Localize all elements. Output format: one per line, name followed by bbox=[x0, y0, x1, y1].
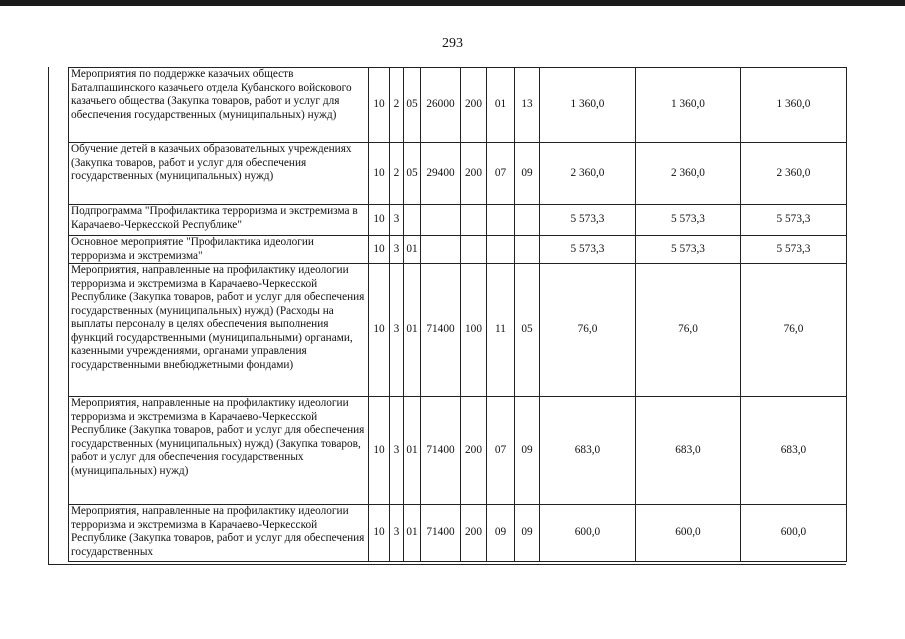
table-row bbox=[69, 397, 847, 505]
row-amount-cell: 2 360,0 bbox=[540, 143, 636, 205]
row-code-cell: 09 bbox=[487, 505, 515, 562]
row-amount-cell: 1 360,0 bbox=[540, 68, 636, 143]
row-code-cell bbox=[421, 205, 461, 236]
row-code-cell: 10 bbox=[369, 505, 390, 562]
table-row bbox=[69, 143, 847, 205]
row-code-cell: 05 bbox=[404, 143, 421, 205]
row-amount-cell: 600,0 bbox=[636, 505, 741, 562]
row-code-cell bbox=[515, 205, 540, 236]
row-code-cell: 10 bbox=[369, 397, 390, 505]
row-code-cell: 10 bbox=[369, 143, 390, 205]
row-description: Основное мероприятие "Профилактика идеологии терроризма и экстремизма" bbox=[69, 236, 369, 264]
scan-top-border bbox=[0, 0, 905, 6]
row-amount-cell: 2 360,0 bbox=[636, 143, 741, 205]
row-code-cell: 10 bbox=[369, 236, 390, 264]
table-row bbox=[69, 505, 847, 562]
row-amount-cell: 600,0 bbox=[741, 505, 847, 562]
row-code-cell bbox=[404, 205, 421, 236]
row-code-cell: 07 bbox=[487, 397, 515, 505]
table-left-margin-line bbox=[48, 67, 49, 564]
table-row bbox=[69, 68, 847, 143]
row-code-cell: 71400 bbox=[421, 397, 461, 505]
row-amount-cell: 5 573,3 bbox=[741, 236, 847, 264]
row-description: Мероприятия, направленные на профилактику идеологии терроризма и экстремизма в Карачаево-Черкесской Республике (Закупка товаров, работ и услуг для обеспечения государственных bbox=[69, 505, 369, 562]
row-code-cell: 200 bbox=[461, 505, 487, 562]
row-code-cell bbox=[461, 236, 487, 264]
budget-table bbox=[68, 67, 847, 562]
row-amount-cell: 5 573,3 bbox=[636, 205, 741, 236]
row-amount-cell: 600,0 bbox=[540, 505, 636, 562]
row-code-cell: 01 bbox=[404, 505, 421, 562]
row-amount-cell: 76,0 bbox=[540, 264, 636, 397]
row-code-cell: 05 bbox=[404, 68, 421, 143]
row-code-cell: 200 bbox=[461, 68, 487, 143]
row-code-cell: 200 bbox=[461, 143, 487, 205]
row-code-cell: 29400 bbox=[421, 143, 461, 205]
row-code-cell: 11 bbox=[487, 264, 515, 397]
table-row bbox=[69, 236, 847, 264]
row-amount-cell: 5 573,3 bbox=[540, 236, 636, 264]
table-row bbox=[69, 205, 847, 236]
row-code-cell: 13 bbox=[515, 68, 540, 143]
row-code-cell bbox=[421, 236, 461, 264]
row-amount-cell: 2 360,0 bbox=[741, 143, 847, 205]
row-code-cell: 26000 bbox=[421, 68, 461, 143]
row-code-cell: 71400 bbox=[421, 505, 461, 562]
row-code-cell: 01 bbox=[404, 264, 421, 397]
row-amount-cell: 683,0 bbox=[741, 397, 847, 505]
row-code-cell: 200 bbox=[461, 397, 487, 505]
table-row bbox=[69, 264, 847, 397]
row-code-cell bbox=[487, 205, 515, 236]
row-code-cell: 3 bbox=[390, 505, 404, 562]
row-code-cell: 100 bbox=[461, 264, 487, 397]
row-code-cell: 3 bbox=[390, 236, 404, 264]
row-code-cell: 09 bbox=[515, 397, 540, 505]
row-code-cell: 3 bbox=[390, 397, 404, 505]
row-code-cell bbox=[487, 236, 515, 264]
row-description: Подпрограмма "Профилактика терроризма и экстремизма в Карачаево-Черкесской Республике" bbox=[69, 205, 369, 236]
row-code-cell: 01 bbox=[404, 397, 421, 505]
row-code-cell bbox=[461, 205, 487, 236]
row-code-cell: 09 bbox=[515, 505, 540, 562]
page-number: 293 bbox=[442, 36, 463, 51]
row-code-cell: 10 bbox=[369, 264, 390, 397]
row-amount-cell: 1 360,0 bbox=[636, 68, 741, 143]
row-description: Обучение детей в казачьих образовательных учреждениях (Закупка товаров, работ и услуг для обеспечения государственных (муниципальных) нужд) bbox=[69, 143, 369, 205]
row-description: Мероприятия, направленные на профилактику идеологии терроризма и экстремизма в Карачаево-Черкесской Республике (Закупка товаров, работ и услуг для обеспечения государственных (муниципальных) нужд) (Закупка товаров, работ и услуг для обеспечения государственных (муниципальных) нужд) bbox=[69, 397, 369, 505]
table-bottom-rule bbox=[48, 564, 846, 565]
row-amount-cell: 683,0 bbox=[540, 397, 636, 505]
row-amount-cell: 76,0 bbox=[636, 264, 741, 397]
row-code-cell: 2 bbox=[390, 68, 404, 143]
row-amount-cell: 5 573,3 bbox=[741, 205, 847, 236]
row-description: Мероприятия, направленные на профилактику идеологии терроризма и экстремизма в Карачаево-Черкесской Республике (Закупка товаров, работ и услуг для обеспечения государственных (муниципальных) нужд) (Расходы на выплаты персоналу в целях обеспечения выполнения функций государственными (муниципальными) органами, казенными учреждениями, органами управления государственными внебюджетными фондами) bbox=[69, 264, 369, 397]
row-code-cell: 71400 bbox=[421, 264, 461, 397]
row-code-cell: 3 bbox=[390, 205, 404, 236]
row-code-cell: 10 bbox=[369, 68, 390, 143]
row-code-cell: 09 bbox=[515, 143, 540, 205]
row-amount-cell: 76,0 bbox=[741, 264, 847, 397]
row-amount-cell: 5 573,3 bbox=[540, 205, 636, 236]
budget-table-body bbox=[69, 68, 847, 562]
row-amount-cell: 1 360,0 bbox=[741, 68, 847, 143]
row-code-cell: 10 bbox=[369, 205, 390, 236]
row-code-cell: 07 bbox=[487, 143, 515, 205]
row-code-cell: 3 bbox=[390, 264, 404, 397]
row-code-cell: 05 bbox=[515, 264, 540, 397]
row-description: Мероприятия по поддержке казачьих обществ Баталпашинского казачьего отдела Кубанского войскового казачьего общества (Закупка товаров, работ и услуг для обеспечения государственных (муниципальных) нужд) bbox=[69, 68, 369, 143]
row-code-cell bbox=[515, 236, 540, 264]
row-amount-cell: 5 573,3 bbox=[636, 236, 741, 264]
row-code-cell: 2 bbox=[390, 143, 404, 205]
row-code-cell: 01 bbox=[487, 68, 515, 143]
row-code-cell: 01 bbox=[404, 236, 421, 264]
row-amount-cell: 683,0 bbox=[636, 397, 741, 505]
